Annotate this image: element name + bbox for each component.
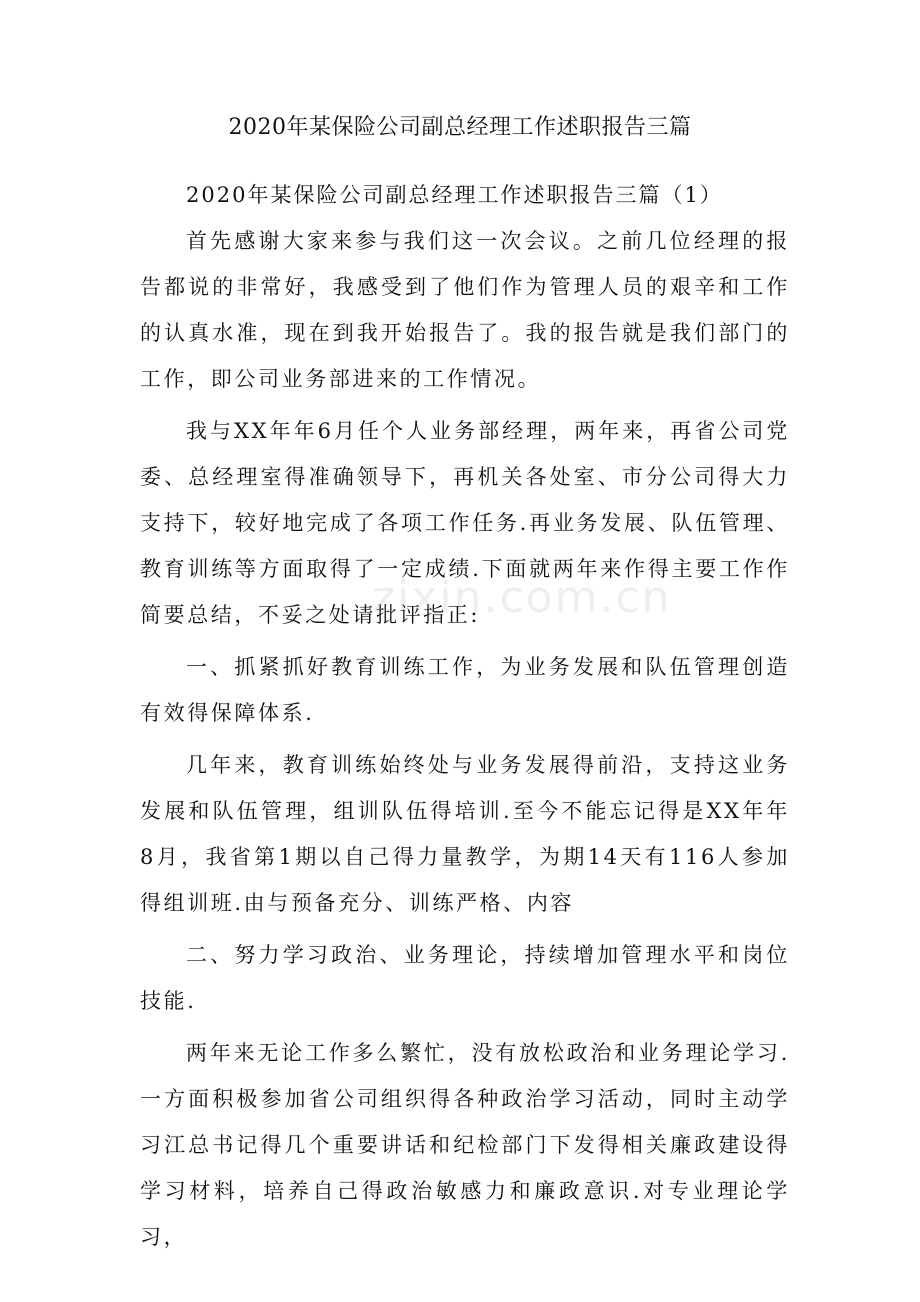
document-title: 2020年某保险公司副总经理工作述职报告三篇 [228,115,692,140]
document-body [140,172,790,1260]
paragraph-study: 两年来无论工作多么繁忙，没有放松政治和业务理论学习.一方面积极参加省公司组织得各种政治学习活动，同时主动学习江总书记得几个重要讲话和纪检部门下发得相关廉政建设得学习材料，培养自己得政治敏感力和廉政意识.对专业理论学习， [140,1041,790,1249]
section-heading-two: 二、努力学习政治、业务理论，持续增加管理水平和岗位技能. [140,943,790,1013]
paragraph-training: 几年来，教育训练始终处与业务发展得前沿，支持这业务发展和队伍管理，组训队伍得培训.至今不能忘记得是XX年年8月，我省第1期以自己得力量教学，为期14天有116人参加得组训班.由与预备充分、训练严格、内容 [140,753,790,915]
watermark: zixin.com.cn [372,572,672,623]
paragraph-summary: 我与XX年年6月任个人业务部经理，两年来，再省公司党委、总经理室得准确领导下，再机关各处室、市分公司得大力支持下，较好地完成了各项工作任务.再业务发展、队伍管理、教育训练等方面取得了一定成绩.下面就两年来作得主要工作作简要总结，不妥之处请批评指正: [140,419,790,627]
paragraph-intro: 首先感谢大家来参与我们这一次会议。之前几位经理的报告都说的非常好，我感受到了他们作为管理人员的艰辛和工作的认真水准，现在到我开始报告了。我的报告就是我们部门的工作，即公司业务部进来的工作情况。 [140,229,790,391]
document-subtitle: 2020年某保险公司副总经理工作述职报告三篇（1） [186,183,723,207]
section-heading-one: 一、抓紧抓好教育训练工作，为业务发展和队伍管理创造有效得保障体系. [140,655,790,725]
